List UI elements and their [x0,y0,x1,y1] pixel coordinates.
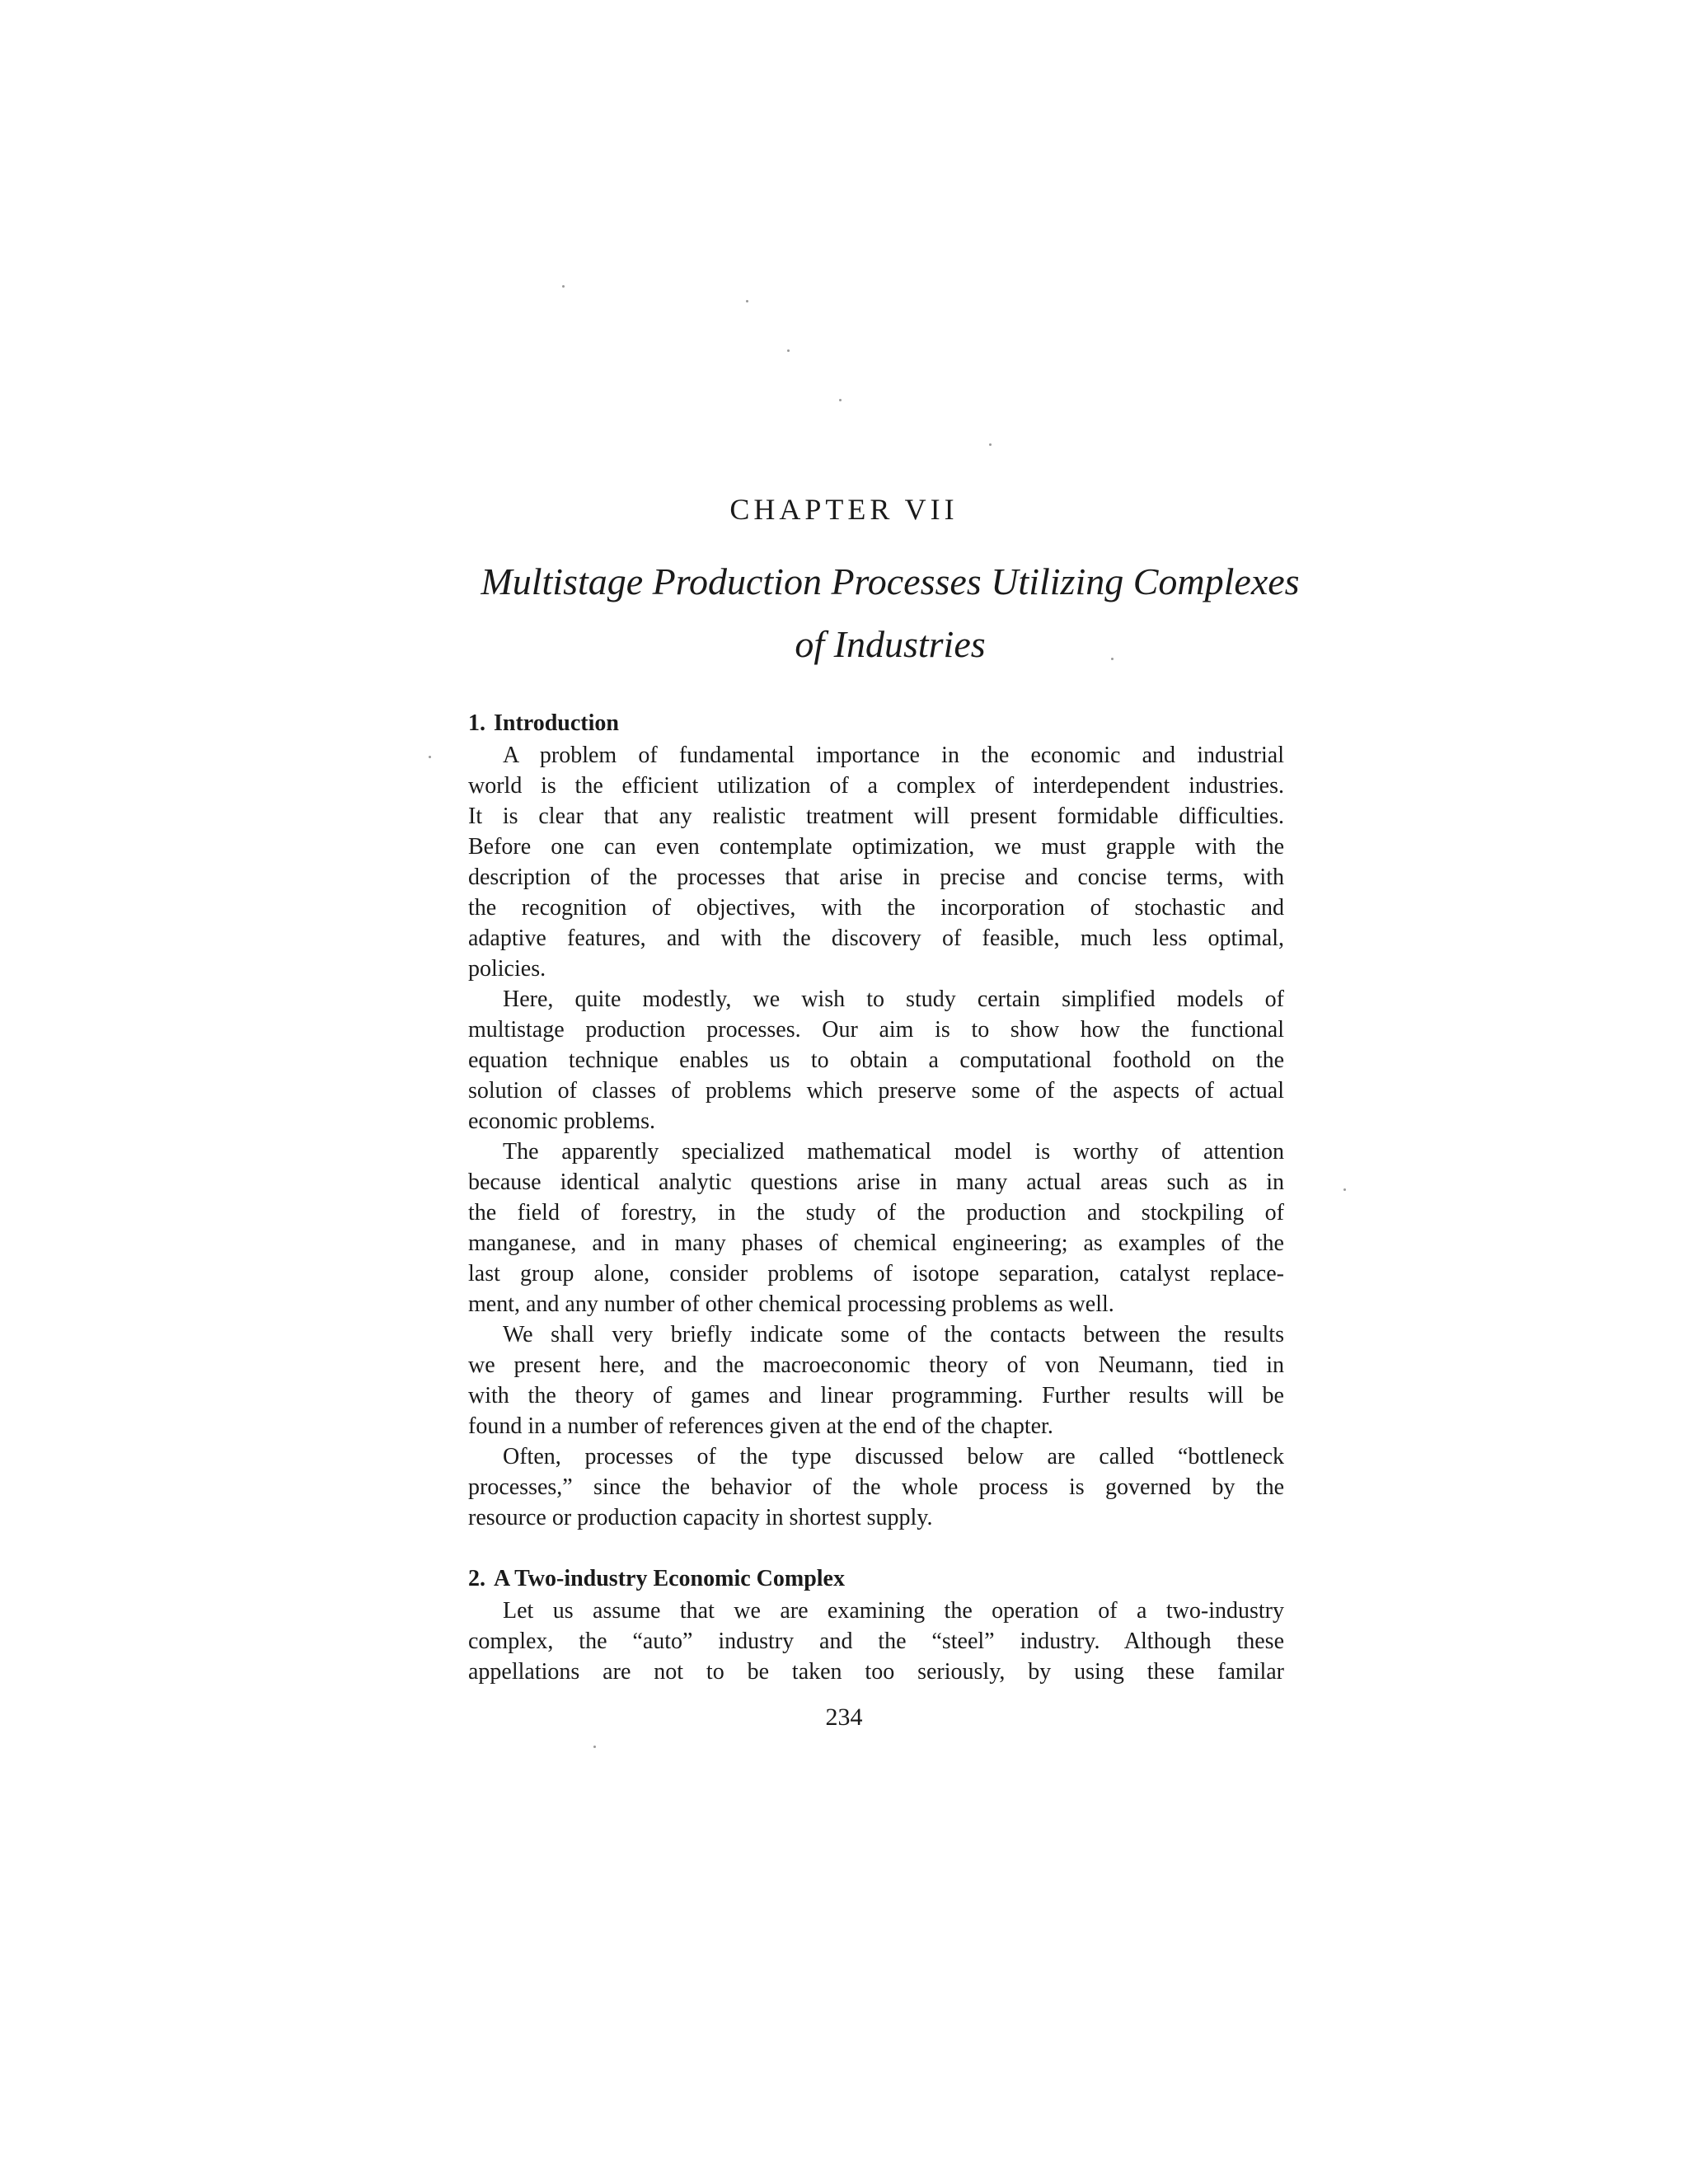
page-number: 234 [825,1704,863,1731]
section-title: A Two-industry Economic Complex [494,1566,845,1591]
text-line: adaptive features, and with the discovery of feasible, much less optimal, [468,926,1284,951]
text-line: multistage production processes. Our aim is to show how the functional [468,1017,1284,1043]
chapter-title-line: of Industries [795,623,986,665]
text-line: A problem of fundamental importance in the economic and industrial [503,743,1284,768]
text-line: the field of forestry, in the study of the production and stockpiling of [468,1200,1284,1226]
section-heading-introduction [468,707,1284,740]
text-line: It is clear that any realistic treatment will present formidable difficulties. [468,804,1284,829]
text-line: we present here, and the macroeconomic theory of von Neumann, tied in [468,1352,1284,1378]
text-line: last group alone, consider problems of isotope separation, catalyst replace- [468,1261,1284,1286]
text-line: description of the processes that arise in precise and concise terms, with [468,865,1284,890]
chapter-label: CHAPTER VII [729,493,959,526]
text-line: economic problems. [468,1108,656,1134]
text-line: appellations are not to be taken too seriously, by using these familar [468,1659,1284,1685]
text-line: because identical analytic questions arise in many actual areas such as in [468,1169,1284,1195]
paragraph [468,740,1284,984]
text-line: solution of classes of problems which preserve some of the aspects of actual [468,1078,1284,1104]
section-number: 2. [468,1566,485,1591]
text-line: found in a number of references given at the end of the chapter. [468,1413,1053,1439]
text-line: Here, quite modestly, we wish to study certain simplified models of [503,987,1284,1012]
body-text [468,707,1284,1687]
paragraph [468,984,1284,1137]
paragraph [468,1319,1284,1441]
text-line: The apparently specialized mathematical model is worthy of attention [503,1139,1284,1165]
text-line: equation technique enables us to obtain a computational foothold on the [468,1047,1284,1073]
text-line: processes,” since the behavior of the whole process is governed by the [468,1474,1284,1500]
section-heading-two-industry-complex [468,1563,1284,1596]
text-line: world is the efficient utilization of a complex of interdependent industries. [468,773,1284,799]
text-line: We shall very briefly indicate some of the contacts between the results [503,1322,1284,1347]
text-line: with the theory of games and linear programming. Further results will be [468,1383,1284,1408]
paragraph [468,1596,1284,1687]
text-line: manganese, and in many phases of chemical engineering; as examples of the [468,1230,1284,1256]
text-line: ment, and any number of other chemical processing problems as well. [468,1291,1114,1317]
section-title: Introduction [494,710,619,736]
text-line: complex, the “auto” industry and the “steel” industry. Although these [468,1629,1284,1654]
section-number: 1. [468,710,485,736]
text-line: resource or production capacity in shortest supply. [468,1505,933,1530]
text-line: policies. [468,956,546,982]
paragraph [468,1137,1284,1319]
chapter-title [412,551,1368,676]
chapter-title-line: Multistage Production Processes Utilizing Complexes [481,560,1300,602]
text-line: Often, processes of the type discussed below are called “bottleneck [503,1444,1284,1469]
text-line: Let us assume that we are examining the operation of a two-industry [503,1598,1284,1624]
paragraph [468,1441,1284,1533]
text-line: Before one can even contemplate optimization, we must grapple with the [468,834,1284,860]
text-line: the recognition of objectives, with the incorporation of stochastic and [468,895,1284,921]
